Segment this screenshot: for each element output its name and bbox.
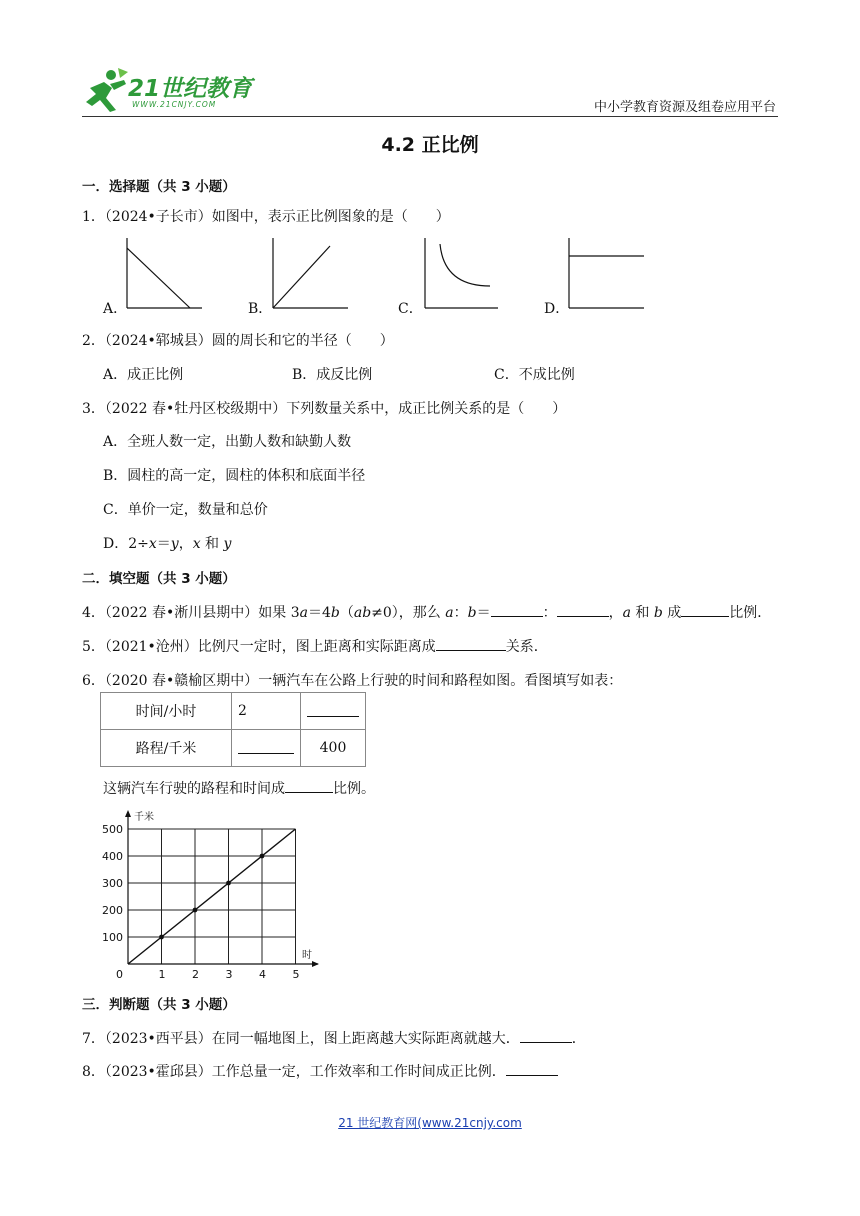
table-cell-time-blank[interactable] — [301, 693, 366, 730]
q5-suffix: 关系． — [505, 639, 548, 655]
q1-option-b-graph — [266, 234, 350, 312]
logo-main-text: 21世纪教育 — [128, 76, 253, 102]
var-y: y — [170, 536, 179, 552]
answer-blank[interactable] — [681, 602, 729, 617]
y-axis-label: 千米 — [134, 812, 154, 823]
answer-blank[interactable] — [238, 739, 294, 754]
var-b: b — [467, 605, 477, 621]
x-tick-label: 1 — [158, 968, 166, 981]
q4-colon: ： — [453, 605, 468, 621]
y-tick-label: 100 — [102, 931, 123, 944]
q1-option-c-graph — [418, 234, 502, 312]
section-heading-fill: 二．填空题（共 3 小题） — [82, 571, 236, 587]
q4-cheng: 成 — [662, 605, 682, 621]
q1-option-d-graph — [562, 234, 648, 312]
y-axis-arrow — [125, 810, 131, 817]
question-6: 6．（2020 春•赣榆区期中）一辆汽车在公路上行驶的时间和路程如图。看图填写如表： — [82, 673, 623, 689]
q6-after-prefix: 这辆汽车行驶的路程和时间成 — [103, 781, 285, 797]
q2-option-a: A．成正比例 — [103, 367, 184, 383]
data-point — [260, 854, 265, 859]
x-tick-label: 4 — [259, 968, 266, 981]
q6-after-text — [103, 778, 375, 798]
q1-option-a-label: A． — [103, 301, 128, 317]
comma: ， — [178, 536, 193, 552]
answer-blank[interactable] — [436, 636, 506, 651]
platform-text: 中小学教育资源及组卷应用平台 — [593, 100, 776, 115]
answer-blank[interactable] — [520, 1028, 572, 1043]
table-cell-distance-label: 路程/千米 — [101, 730, 232, 767]
var-b: b — [330, 605, 340, 621]
y-tick-label: 200 — [102, 904, 123, 917]
q7-prefix: 7．（2023•西平县）在同一幅地图上，图上距离越大实际距离就越大． — [82, 1031, 520, 1047]
logo — [80, 64, 252, 116]
section-heading-judge: 三．判断题（共 3 小题） — [82, 997, 236, 1013]
table-cell-time-value: 2 — [232, 693, 301, 730]
q8-prefix: 8．（2023•霍邱县）工作总量一定，工作效率和工作时间成正比例． — [82, 1064, 506, 1080]
q3-option-d-prefix: D．2÷ — [103, 536, 149, 552]
q4-suffix: 比例． — [729, 605, 772, 621]
question-1: 1．（2024•子长市）如图中，表示正比例图象的是（ ） — [82, 209, 450, 225]
x-tick-label: 5 — [292, 968, 300, 981]
q4-eq: ＝4 — [307, 605, 331, 621]
var-b: b — [653, 605, 663, 621]
answer-blank[interactable] — [557, 602, 609, 617]
question-5 — [82, 636, 548, 656]
x-axis-arrow — [312, 961, 319, 967]
answer-blank[interactable] — [285, 778, 333, 793]
q4-neq: ≠0），那么 — [371, 605, 446, 621]
q4-paren: （ — [339, 605, 354, 621]
q7-suffix: ． — [571, 1031, 586, 1047]
section-heading-choice: 一．选择题（共 3 小题） — [82, 179, 236, 195]
table-cell-distance-value: 400 — [301, 730, 366, 767]
x-tick-label: 3 — [225, 968, 233, 981]
q1-option-d-label: D． — [544, 301, 570, 317]
series-line — [128, 829, 296, 964]
var-x: x — [148, 536, 157, 552]
table-cell-distance-blank[interactable] — [232, 730, 301, 767]
q4-prefix: 4．（2022 春•淅川县期中）如果 3 — [82, 605, 300, 621]
data-point — [159, 935, 164, 940]
eq-sign: ＝ — [156, 536, 171, 552]
answer-blank[interactable] — [307, 702, 359, 717]
and-word: 和 — [200, 536, 224, 552]
question-3: 3．（2022 春•牡丹区校级期中）下列数量关系中，成正比例关系的是（ ） — [82, 401, 567, 417]
runner-logo-icon — [80, 66, 130, 114]
answer-blank[interactable] — [491, 602, 543, 617]
table-row — [101, 730, 366, 767]
page-title: 4.2 正比例 — [381, 134, 479, 156]
var-y: y — [223, 536, 232, 552]
q4-eq2: ＝ — [476, 605, 491, 621]
data-point — [193, 908, 198, 913]
var-a: a — [299, 605, 308, 621]
var-ab: ab — [353, 605, 372, 621]
q1-option-a-graph — [120, 234, 204, 312]
data-point — [226, 881, 231, 886]
distance-time-chart — [96, 808, 328, 982]
var-a: a — [622, 605, 631, 621]
q3-option-b: B．圆柱的高一定，圆柱的体积和底面半径 — [103, 468, 366, 484]
x-tick-label: 0 — [116, 968, 123, 981]
footer-link[interactable]: 21 世纪教育网(www.21cnjy.com — [338, 1116, 522, 1130]
q1-option-c-label: C． — [398, 301, 423, 317]
q4-colon2: ： — [542, 605, 557, 621]
answer-blank[interactable] — [506, 1061, 558, 1076]
question-4 — [82, 602, 771, 622]
question-2: 2．（2024•郓城县）圆的周长和它的半径（ ） — [82, 333, 394, 349]
var-a: a — [445, 605, 454, 621]
x-tick-label: 2 — [192, 968, 199, 981]
q3-option-a: A．全班人数一定，出勤人数和缺勤人数 — [103, 434, 352, 450]
q3-option-c: C．单价一定，数量和总价 — [103, 502, 268, 518]
header-divider — [82, 116, 778, 117]
table-cell-time-label: 时间/小时 — [101, 693, 232, 730]
x-axis-label: 时 — [302, 950, 312, 961]
y-tick-label: 500 — [102, 823, 123, 836]
question-8 — [82, 1061, 558, 1081]
y-tick-label: 400 — [102, 850, 123, 863]
q4-comma: ， — [608, 605, 623, 621]
q4-and: 和 — [630, 605, 654, 621]
q2-option-b: B．成反比例 — [292, 367, 373, 383]
table-row — [101, 693, 366, 730]
q5-prefix: 5．（2021•沧州）比例尺一定时，图上距离和实际距离成 — [82, 639, 436, 655]
time-distance-table — [100, 692, 366, 767]
logo-url-text: WWW.21CNJY.COM — [132, 100, 217, 109]
q2-option-c: C．不成比例 — [494, 367, 575, 383]
q1-option-b-label: B． — [248, 301, 273, 317]
q6-after-suffix: 比例。 — [333, 781, 375, 797]
y-tick-label: 300 — [102, 877, 123, 890]
q3-option-d — [103, 533, 231, 553]
question-7 — [82, 1028, 586, 1048]
var-x: x — [192, 536, 201, 552]
